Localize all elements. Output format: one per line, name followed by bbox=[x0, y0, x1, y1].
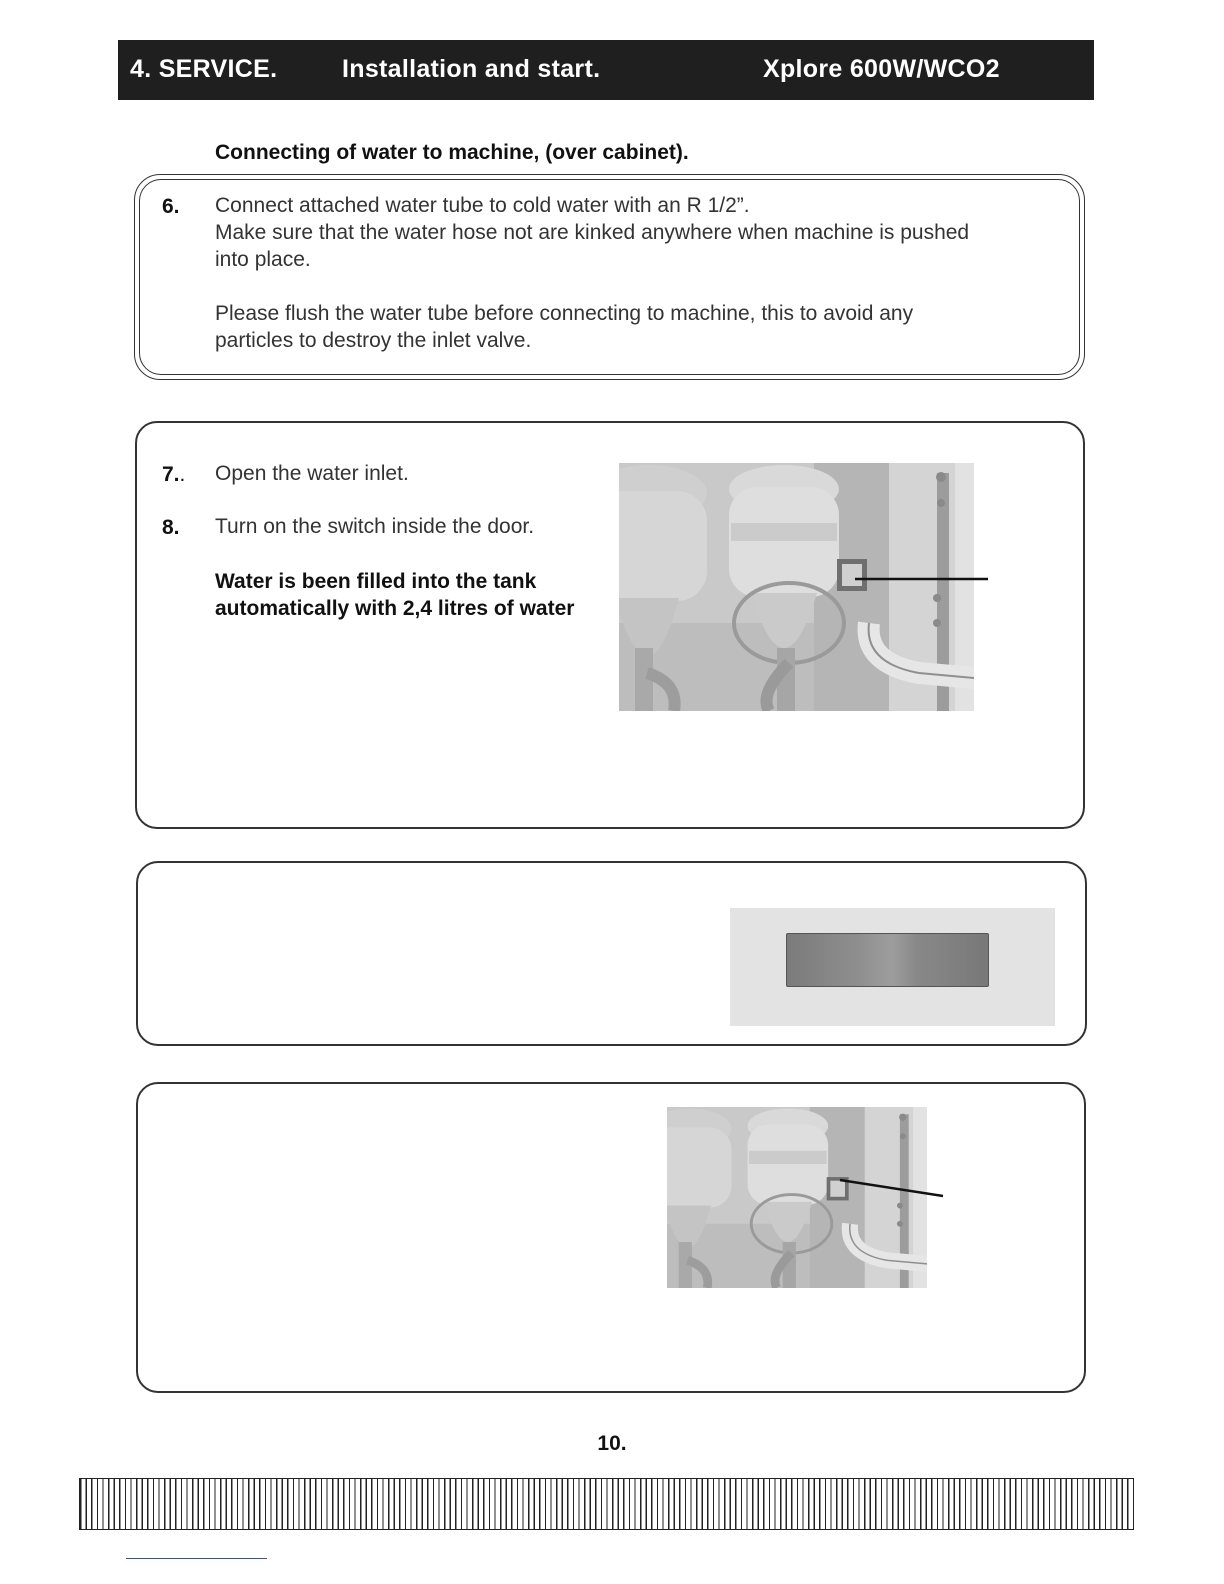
switch-pointer-line-small bbox=[838, 1176, 946, 1200]
step6-line-4: Please flush the water tube before connecting to machine, this to avoid any bbox=[215, 302, 914, 325]
bottom-link-line bbox=[126, 1558, 267, 1559]
footer-stripe-bar bbox=[79, 1478, 1134, 1530]
lcd-display bbox=[786, 933, 989, 987]
header-section: 4. SERVICE. bbox=[130, 55, 278, 83]
step7-text: Open the water inlet. bbox=[215, 462, 409, 485]
step6-line-1: Connect attached water tube to cold water with an R 1/2”. bbox=[215, 194, 750, 217]
step6-line-5: particles to destroy the inlet valve. bbox=[215, 329, 532, 352]
photo-box bbox=[136, 1082, 1086, 1393]
switch-pointer-line bbox=[855, 576, 990, 582]
page-number: 10. bbox=[597, 1432, 627, 1455]
step8-note-line-2: automatically with 2,4 litres of water bbox=[215, 597, 575, 620]
step8-number: 8. bbox=[162, 516, 180, 539]
step6-line-3: into place. bbox=[215, 248, 311, 271]
page-header bbox=[118, 40, 1094, 100]
step8-note-line-1: Water is been filled into the tank bbox=[215, 570, 537, 593]
switch-photo bbox=[619, 463, 974, 711]
step6-line-2: Make sure that the water hose not are kinked anywhere when machine is pushed bbox=[215, 221, 970, 244]
step7-number: 7.. bbox=[162, 463, 186, 486]
header-title: Installation and start. bbox=[342, 55, 601, 83]
header-model: Xplore 600W/WCO2 bbox=[763, 55, 1000, 83]
step6-number: 6. bbox=[162, 195, 180, 218]
step8-text: Turn on the switch inside the door. bbox=[215, 515, 535, 538]
display-panel bbox=[730, 908, 1055, 1026]
section-title: Connecting of water to machine, (over cabinet). bbox=[215, 141, 689, 164]
